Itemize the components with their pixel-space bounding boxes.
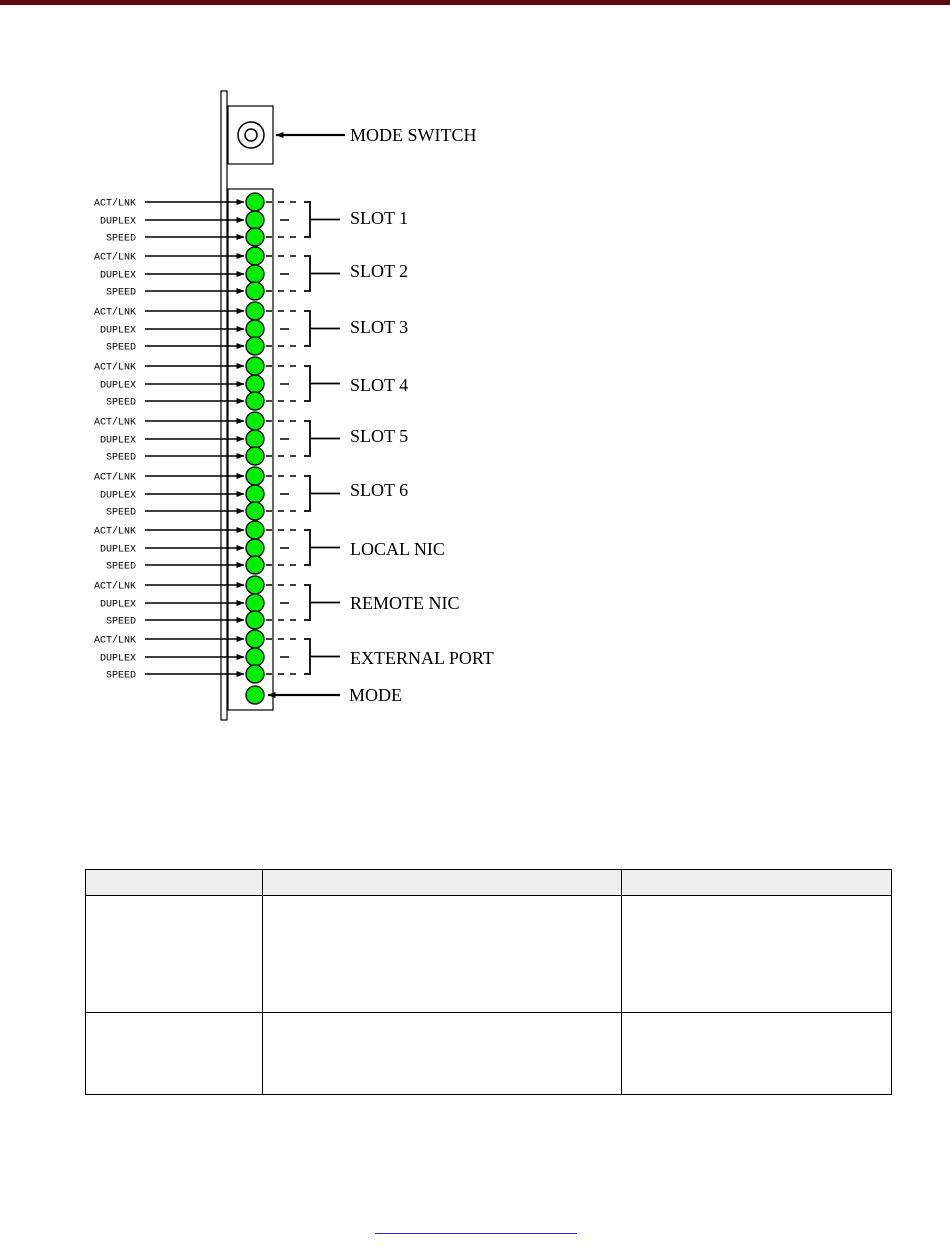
status-led xyxy=(246,502,264,520)
group-bracket xyxy=(304,639,340,674)
legend-table xyxy=(85,869,892,1095)
status-led xyxy=(246,611,264,629)
mode-switch-knob-icon xyxy=(245,129,257,141)
led-row-label: DUPLEX xyxy=(99,435,136,447)
status-led xyxy=(246,430,264,448)
mode-switch-label: MODE SWITCH xyxy=(350,125,477,145)
status-led xyxy=(246,412,264,430)
table-header-cell xyxy=(263,870,622,896)
status-led xyxy=(246,375,264,393)
led-row-label: DUPLEX xyxy=(99,380,136,392)
group-bracket xyxy=(304,421,340,456)
led-row-label: ACT/LNK xyxy=(93,252,136,264)
group-label: SLOT 5 xyxy=(350,426,409,446)
status-led xyxy=(246,392,264,410)
mode-led xyxy=(246,686,264,704)
status-led xyxy=(246,447,264,465)
status-led xyxy=(246,630,264,648)
led-row-label: ACT/LNK xyxy=(93,635,136,647)
footer-link-underline[interactable] xyxy=(375,1233,577,1234)
led-row-label: SPEED xyxy=(105,342,136,354)
status-led xyxy=(246,337,264,355)
status-led xyxy=(246,211,264,229)
group-bracket xyxy=(304,366,340,401)
status-led xyxy=(246,521,264,539)
status-led xyxy=(246,576,264,594)
status-led xyxy=(246,485,264,503)
status-led xyxy=(246,193,264,211)
group-bracket xyxy=(304,202,340,237)
led-row-label: DUPLEX xyxy=(99,599,136,611)
led-row-label: DUPLEX xyxy=(99,490,136,502)
table-cell xyxy=(263,1013,622,1095)
led-row-label: ACT/LNK xyxy=(93,581,136,593)
led-row-label: ACT/LNK xyxy=(93,307,136,319)
status-led xyxy=(246,648,264,666)
group-label: REMOTE NIC xyxy=(350,593,460,613)
led-row-label: SPEED xyxy=(105,287,136,299)
group-bracket xyxy=(304,311,340,346)
led-row-label: SPEED xyxy=(105,452,136,464)
status-led xyxy=(246,665,264,683)
led-row-label: DUPLEX xyxy=(99,653,136,665)
table-cell xyxy=(622,896,892,1013)
group-bracket xyxy=(304,476,340,511)
table-cell xyxy=(86,1013,263,1095)
table-header-cell xyxy=(86,870,263,896)
group-label: SLOT 6 xyxy=(350,480,409,500)
led-row-label: SPEED xyxy=(105,561,136,573)
led-row-label: SPEED xyxy=(105,397,136,409)
status-led xyxy=(246,539,264,557)
group-bracket xyxy=(304,530,340,565)
status-led xyxy=(246,467,264,485)
status-led xyxy=(246,247,264,265)
group-label: SLOT 4 xyxy=(350,375,409,395)
group-label: EXTERNAL PORT xyxy=(350,648,494,668)
led-row-label: ACT/LNK xyxy=(93,362,136,374)
led-row-label: ACT/LNK xyxy=(93,526,136,538)
led-row-label: DUPLEX xyxy=(99,544,136,556)
status-led xyxy=(246,556,264,574)
status-led xyxy=(246,228,264,246)
table-cell xyxy=(263,896,622,1013)
status-led xyxy=(246,357,264,375)
led-row-label: DUPLEX xyxy=(99,216,136,228)
group-label: SLOT 3 xyxy=(350,317,409,337)
group-label: LOCAL NIC xyxy=(350,539,445,559)
group-bracket xyxy=(304,585,340,620)
led-row-label: DUPLEX xyxy=(99,270,136,282)
led-row-label: DUPLEX xyxy=(99,325,136,337)
status-led xyxy=(246,302,264,320)
mode-label: MODE xyxy=(349,685,402,705)
led-row-label: ACT/LNK xyxy=(93,472,136,484)
table-header-cell xyxy=(622,870,892,896)
table-cell xyxy=(622,1013,892,1095)
led-row-label: SPEED xyxy=(105,670,136,682)
status-led xyxy=(246,594,264,612)
led-row-label: ACT/LNK xyxy=(93,417,136,429)
led-row-label: SPEED xyxy=(105,507,136,519)
table-row xyxy=(86,896,892,1013)
status-led xyxy=(246,282,264,300)
faceplate-bar xyxy=(221,91,227,720)
table-cell xyxy=(86,896,263,1013)
status-led xyxy=(246,265,264,283)
led-row-label: ACT/LNK xyxy=(93,198,136,210)
led-row-label: SPEED xyxy=(105,616,136,628)
group-label: SLOT 1 xyxy=(350,208,409,228)
table-row xyxy=(86,1013,892,1095)
group-bracket xyxy=(304,256,340,291)
group-label: SLOT 2 xyxy=(350,261,409,281)
table-header-row xyxy=(86,870,892,896)
status-led xyxy=(246,320,264,338)
led-row-label: SPEED xyxy=(105,233,136,245)
